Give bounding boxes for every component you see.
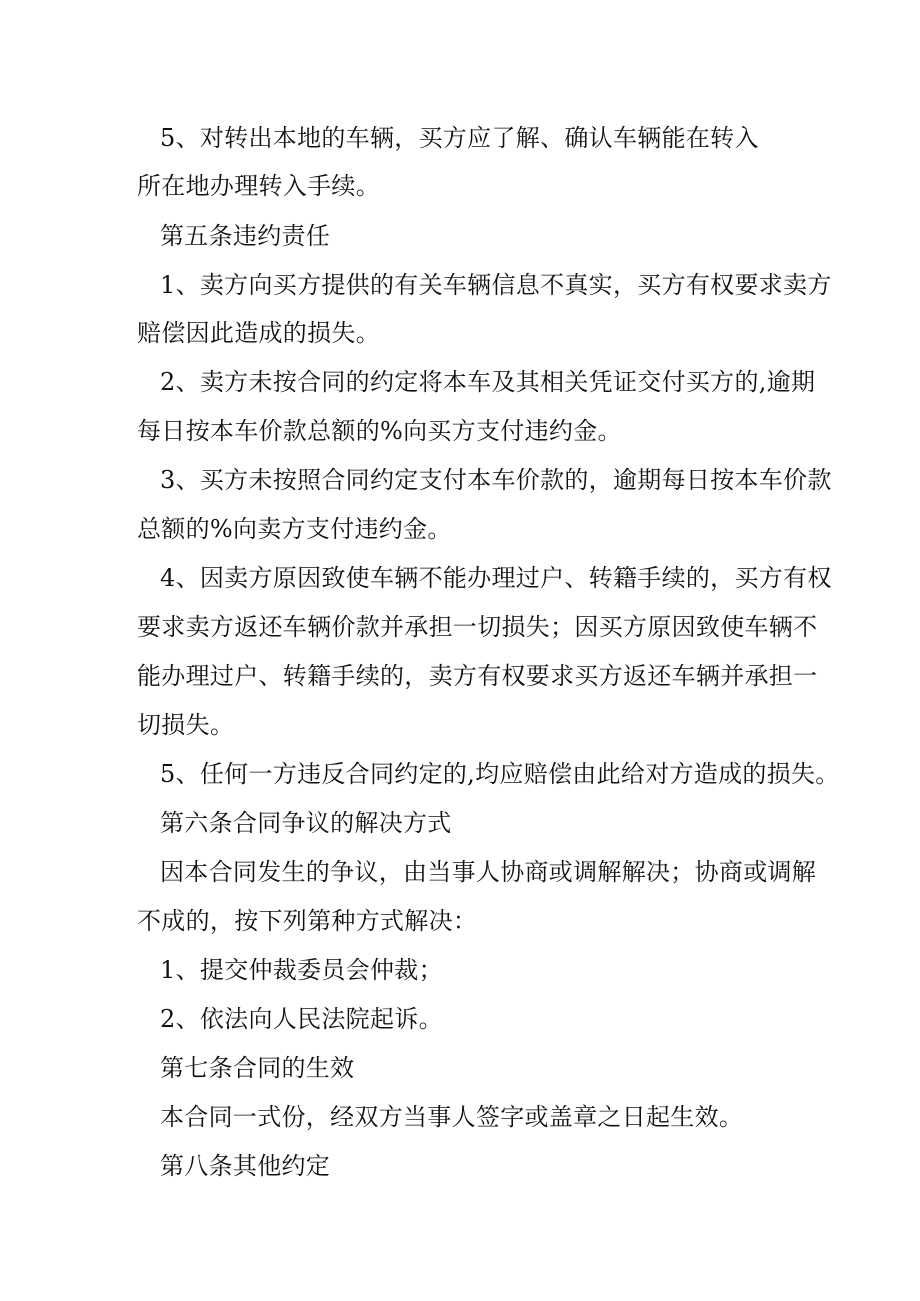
clause-6-body-line-1: 因本合同发生的争议，由当事人协商或调解解决；协商或调解 (160, 858, 817, 886)
clause-6-option-1: 1、提交仲裁委员会仲裁； (160, 956, 443, 984)
clause-5-item-4-line-1: 4、因卖方原因致使车辆不能办理过户、转籍手续的，买方有权 (160, 564, 832, 592)
clause-5-item-3-line-2: 总额的%向卖方支付违约金。 (137, 515, 452, 543)
clause-5-item-4-line-4: 切损失。 (137, 711, 235, 739)
clause-7-heading: 第七条合同的生效 (160, 1054, 355, 1082)
clause-5-item-1-line-2: 赔偿因此造成的损失。 (137, 319, 380, 347)
clause-5-item-2-line-2: 每日按本车价款总额的%向买方支付违约金。 (137, 417, 622, 445)
clause-5-item-1-line-1: 1、卖方向买方提供的有关车辆信息不真实，买方有权要求卖方 (160, 271, 832, 299)
clause-5-item-2-line-1: 2、卖方未按合同的约定将本车及其相关凭证交付买方的,逾期 (160, 368, 816, 396)
clause-5-item-4-line-2: 要求卖方返还车辆价款并承担一切损失；因买方原因致使车辆不 (137, 613, 818, 641)
clause-4-item-5-line-1: 5、对转出本地的车辆，买方应了解、确认车辆能在转入 (160, 124, 759, 152)
clause-6-heading: 第六条合同争议的解决方式 (160, 809, 452, 837)
clause-5-item-4-line-3: 能办理过户、转籍手续的，卖方有权要求买方返还车辆并承担一 (137, 662, 818, 690)
clause-5-item-3-line-1: 3、买方未按照合同约定支付本车价款的，逾期每日按本车价款 (160, 466, 832, 494)
clause-5-heading: 第五条违约责任 (160, 222, 331, 250)
clause-8-heading: 第八条其他约定 (160, 1152, 331, 1180)
clause-7-body: 本合同一式份，经双方当事人签字或盖章之日起生效。 (160, 1103, 744, 1131)
clause-6-option-2: 2、依法向人民法院起诉。 (160, 1005, 443, 1033)
clause-4-item-5-line-2: 所在地办理转入手续。 (137, 172, 380, 200)
clause-6-body-line-2: 不成的，按下列第种方式解决： (137, 907, 478, 935)
clause-5-item-5: 5、任何一方违反合同约定的,均应赔偿由此给对方造成的损失。 (160, 760, 840, 788)
